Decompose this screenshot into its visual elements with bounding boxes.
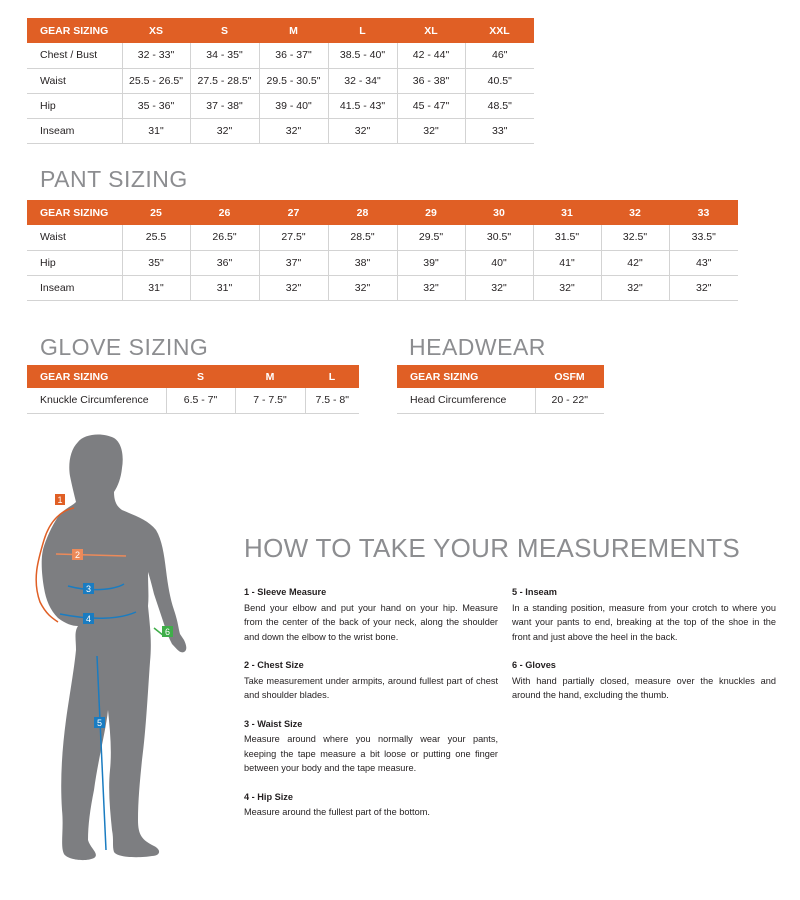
column-header: S [190, 18, 259, 43]
svg-text:6: 6 [164, 627, 171, 637]
row-label: Knuckle Circumference [27, 388, 166, 413]
column-header: L [305, 365, 359, 388]
svg-text:4: 4 [85, 614, 92, 624]
table-cell: 37 - 38" [190, 93, 259, 118]
table-cell: 32" [190, 118, 259, 143]
table-cell: 34 - 35" [190, 43, 259, 68]
table-cell: 39 - 40" [259, 93, 328, 118]
table-cell: 25.5 - 26.5" [122, 68, 190, 93]
glove-sizing-title: GLOVE SIZING [40, 334, 209, 360]
table-cell: 38" [328, 250, 397, 275]
step-title: 3 - Waist Size [244, 718, 303, 729]
instructions-right-column [512, 585, 776, 717]
column-header: 25 [122, 200, 190, 225]
svg-text:2: 2 [74, 550, 81, 560]
column-header: 31 [533, 200, 601, 225]
table-cell: 32" [601, 275, 669, 300]
table-cell: 39" [397, 250, 465, 275]
table-cell: 35" [122, 250, 190, 275]
column-header: XXL [465, 18, 534, 43]
column-header: XL [397, 18, 465, 43]
table-cell: 41" [533, 250, 601, 275]
row-label: Hip [27, 250, 122, 275]
table-cell: 7.5 - 8" [305, 388, 359, 413]
table-row [397, 388, 604, 413]
step-title: 4 - Hip Size [244, 791, 294, 802]
step-title: 6 - Gloves [512, 660, 556, 670]
column-header: XS [122, 18, 190, 43]
table-header-row [397, 365, 604, 388]
table-cell: 33" [465, 118, 534, 143]
table-row [27, 43, 534, 68]
step-title: 1 - Sleeve Measure [244, 587, 327, 597]
svg-text:5: 5 [96, 718, 103, 728]
table-row [27, 388, 359, 413]
svg-text:3: 3 [85, 584, 92, 594]
table-cell: 25.5 [122, 225, 190, 250]
table-cell: 26.5" [190, 225, 259, 250]
table-cell: 32 - 33" [122, 43, 190, 68]
table-header-row [27, 200, 738, 225]
step-body: Take measurement under armpits, around fullest part of chest and shoulder blades. [244, 675, 498, 700]
column-header: M [235, 365, 305, 388]
marker-6 [162, 626, 173, 637]
table-cell: 41.5 - 43" [328, 93, 397, 118]
column-header: OSFM [535, 365, 604, 388]
row-label: Hip [27, 93, 122, 118]
table-row [27, 225, 738, 250]
step-inseam [512, 585, 776, 644]
table-cell: 32" [533, 275, 601, 300]
table-row [27, 118, 534, 143]
table-cell: 31" [122, 275, 190, 300]
table-cell: 27.5" [259, 225, 328, 250]
marker-4 [83, 613, 94, 624]
headwear-table [397, 365, 604, 414]
step-waist [244, 717, 498, 776]
table-cell: 36 - 38" [397, 68, 465, 93]
gear-sizing-table [27, 18, 534, 144]
table-cell: 46" [465, 43, 534, 68]
table-cell: 38.5 - 40" [328, 43, 397, 68]
svg-text:1: 1 [57, 495, 63, 505]
how-to-measure-title: HOW TO TAKE YOUR MEASUREMENTS [244, 533, 741, 563]
row-label: Chest / Bust [27, 43, 122, 68]
marker-5 [94, 717, 105, 728]
table-cell: 20 - 22" [535, 388, 604, 413]
table-cell: 6.5 - 7" [166, 388, 235, 413]
step-body: Measure around where you normally wear your pants, keeping the tape measure a bit loose or putting one finger between your body and the tape measure. [244, 734, 498, 773]
column-header: 33 [669, 200, 738, 225]
column-header: S [166, 365, 235, 388]
table-cell: 7 - 7.5" [235, 388, 305, 413]
table-cell: 29.5 - 30.5" [259, 68, 328, 93]
table-cell: 35 - 36" [122, 93, 190, 118]
step-title: 2 - Chest Size [244, 660, 304, 670]
column-header: 30 [465, 200, 533, 225]
table-cell: 36" [190, 250, 259, 275]
step-body: Bend your elbow and put your hand on your hip. Measure from the center of the back of your neck, along the shoulder and down the elbow to the wrist bone. [244, 602, 498, 642]
table-cell: 32" [397, 118, 465, 143]
table-cell: 48.5" [465, 93, 534, 118]
column-header: GEAR SIZING [27, 18, 122, 43]
step-chest [244, 658, 498, 703]
column-header: 26 [190, 200, 259, 225]
table-row [27, 275, 738, 300]
table-cell: 42 - 44" [397, 43, 465, 68]
table-cell: 29.5" [397, 225, 465, 250]
table-cell: 31.5" [533, 225, 601, 250]
table-cell: 32" [397, 275, 465, 300]
table-cell: 32" [669, 275, 738, 300]
table-cell: 31" [122, 118, 190, 143]
column-header: 27 [259, 200, 328, 225]
row-label: Waist [27, 225, 122, 250]
table-row [27, 93, 534, 118]
step-gloves [512, 658, 776, 703]
column-header: GEAR SIZING [27, 365, 166, 388]
table-cell: 28.5" [328, 225, 397, 250]
column-header: 29 [397, 200, 465, 225]
column-header: L [328, 18, 397, 43]
instructions-left-column [244, 585, 498, 834]
step-hip [244, 790, 498, 820]
pant-sizing-title: PANT SIZING [40, 166, 188, 192]
table-cell: 42" [601, 250, 669, 275]
table-cell: 45 - 47" [397, 93, 465, 118]
table-cell: 43" [669, 250, 738, 275]
marker-2 [72, 549, 83, 560]
table-cell: 31" [190, 275, 259, 300]
body-measurement-figure [18, 430, 208, 895]
headwear-title: HEADWEAR [409, 334, 546, 360]
column-header: GEAR SIZING [397, 365, 535, 388]
table-cell: 40" [465, 250, 533, 275]
step-body: Measure around the fullest part of the bottom. [244, 807, 430, 817]
step-body: In a standing position, measure from your crotch to where you want your pants to end, breaking at the top of the shoe in the front and just above the heel in the back. [512, 602, 776, 642]
row-label: Inseam [27, 275, 122, 300]
marker-3 [83, 583, 94, 594]
table-cell: 32.5" [601, 225, 669, 250]
table-row [27, 250, 738, 275]
table-header-row [27, 18, 534, 43]
step-sleeve [244, 585, 498, 644]
table-cell: 32" [328, 118, 397, 143]
table-cell: 37" [259, 250, 328, 275]
table-header-row [27, 365, 359, 388]
table-cell: 32" [259, 275, 328, 300]
table-cell: 27.5 - 28.5" [190, 68, 259, 93]
table-cell: 32" [465, 275, 533, 300]
column-header: 28 [328, 200, 397, 225]
row-label: Inseam [27, 118, 122, 143]
table-row [27, 68, 534, 93]
table-cell: 32 - 34" [328, 68, 397, 93]
table-cell: 30.5" [465, 225, 533, 250]
glove-sizing-table [27, 365, 359, 414]
table-cell: 36 - 37" [259, 43, 328, 68]
row-label: Head Circumference [397, 388, 535, 413]
row-label: Waist [27, 68, 122, 93]
step-title: 5 - Inseam [512, 587, 557, 597]
column-header: 32 [601, 200, 669, 225]
marker-1 [55, 494, 65, 505]
step-body: With hand partially closed, measure over the knuckles and around the hand, excluding the thumb. [512, 675, 776, 700]
table-cell: 40.5" [465, 68, 534, 93]
column-header: GEAR SIZING [27, 200, 122, 225]
pant-sizing-table [27, 200, 738, 301]
table-cell: 32" [328, 275, 397, 300]
column-header: M [259, 18, 328, 43]
table-cell: 32" [259, 118, 328, 143]
table-cell: 33.5" [669, 225, 738, 250]
